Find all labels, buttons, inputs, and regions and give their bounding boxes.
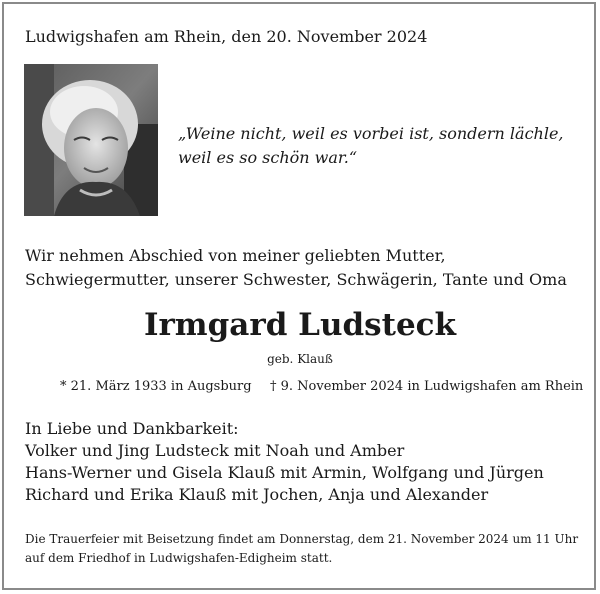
mourner-line: Hans-Werner und Gisela Klauß mit Armin, Wolfgang und Jürgen: [25, 463, 544, 482]
mourner-line: Richard und Erika Klauß mit Jochen, Anja und Alexander: [25, 485, 489, 504]
mourners-block: [25, 418, 544, 506]
portrait-photo: [24, 64, 158, 216]
memorial-quote: „Weine nicht, weil es vorbei ist, sondern lächle, weil es so schön war.“: [178, 124, 564, 167]
death-date: † 9. November 2024 in Ludwigshafen am Rhein: [270, 379, 584, 394]
funeral-service-info: Die Trauerfeier mit Beisetzung findet am Donnerstag, dem 21. November 2024 um 11 Uhr auf dem Friedhof in Ludwigshafen-Edigheim statt.: [25, 532, 579, 565]
mourner-line: Volker und Jing Ludsteck mit Noah und Amber: [25, 441, 405, 460]
birth-name: geb. Klauß: [267, 352, 333, 366]
deceased-name: Irmgard Ludsteck: [143, 307, 457, 343]
farewell-text: Wir nehmen Abschied von meiner geliebten Mutter, Schwiegermutter, unserer Schwester, Schwägerin, Tante und Oma: [25, 246, 567, 289]
mourners-intro: In Liebe und Dankbarkeit:: [25, 419, 239, 438]
birth-date: * 21. März 1933 in Augsburg: [60, 379, 252, 394]
place-date: Ludwigshafen am Rhein, den 20. November 2024: [25, 27, 428, 46]
